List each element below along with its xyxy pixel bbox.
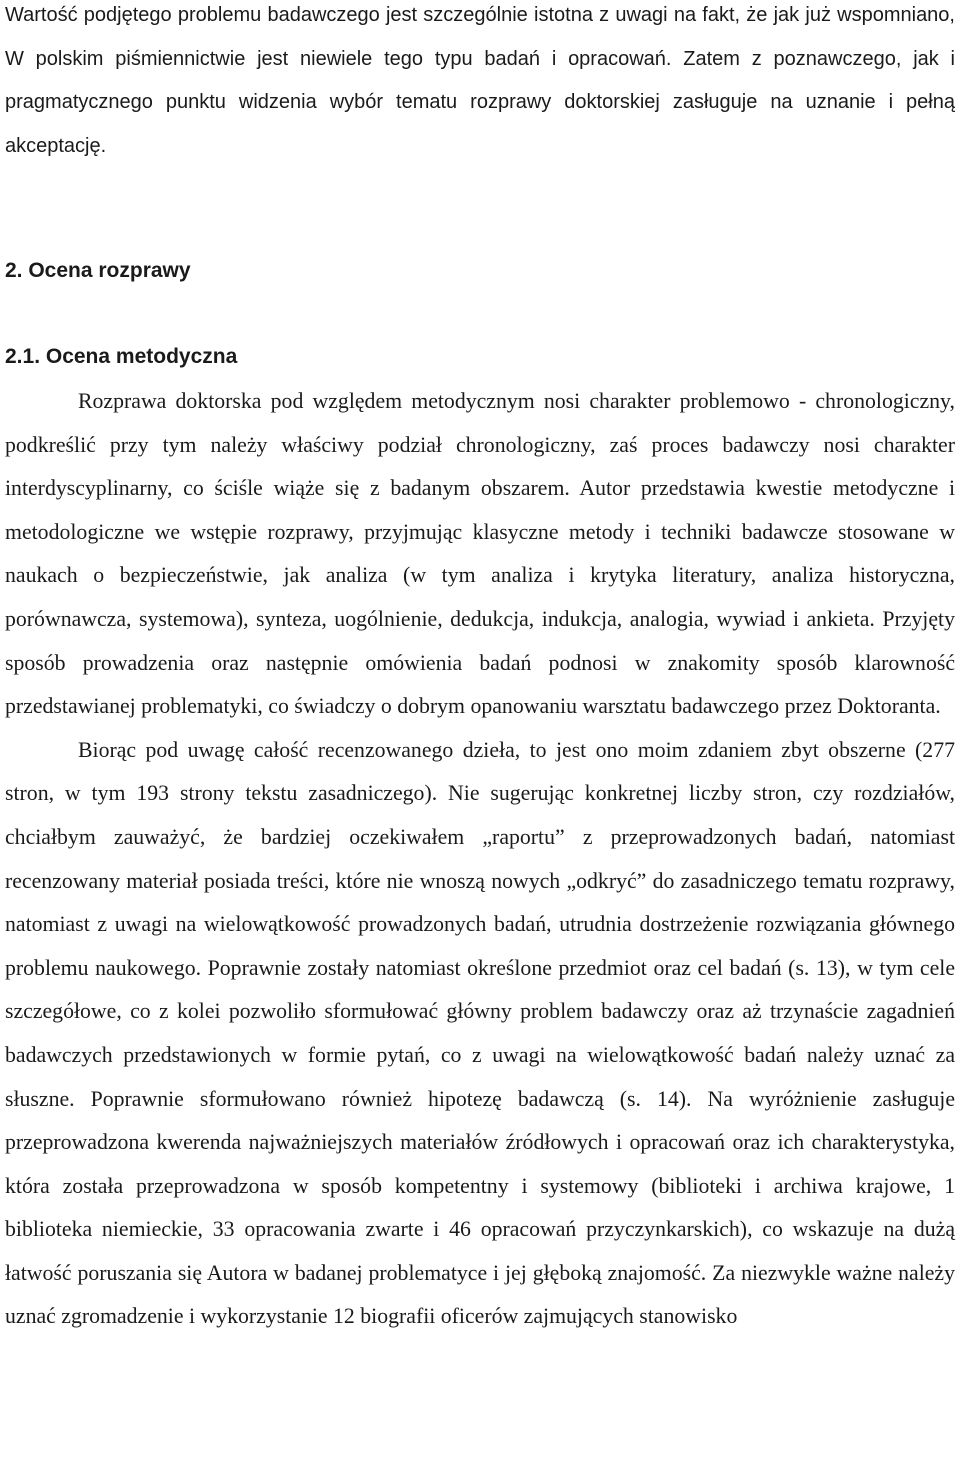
body-paragraph: Rozprawa doktorska pod względem metodycznym nosi charakter problemowo - chronologiczny, podkreślić przy tym należy właściwy podział chronologiczny, zaś proces badawczy nosi charakter interdyscyplinarny, co ściśle wiąże się z badanym obszarem. Autor przedstawia kwestie metodyczne i metodologiczne we wstępie rozprawy, przyjmując klasyczne metody i techniki badawcze stosowane w naukach o bezpieczeństwie, jak analiza (w tym analiza i krytyka literatury, analiza historyczna, porównawcza, systemowa), synteza, uogólnienie, dedukcja, indukcja, analogia, wywiad i ankieta. Przyjęty sposób prowadzenia oraz następnie omówienia badań podnosi w znakomity sposób klarowność przedstawianej problematyki, co świadczy o dobrym opanowaniu warsztatu badawczego przez Doktoranta. — [5, 389, 955, 719]
document-body — [5, 380, 955, 1339]
subsection-heading: 2.1. Ocena metodyczna — [5, 345, 238, 368]
intro-paragraph: Wartość podjętego problemu badawczego jest szczególnie istotna z uwagi na fakt, że jak już wspomniano, W polskim piśmiennictwie jest niewiele tego typu badań i opracowań. Zatem z poznawczego, jak i pragmatycznego punktu widzenia wybór tematu rozprawy doktorskiej zasługuje na uznanie i pełną akceptację. — [5, 4, 955, 157]
body-paragraph: Biorąc pod uwagę całość recenzowanego dzieła, to jest ono moim zdaniem zbyt obszerne (277 stron, w tym 193 strony tekstu zasadniczego). Nie sugerując konkretnej liczby stron, czy rozdziałów, chciałbym zauważyć, że bardziej oczekiwałem „raportu” z przeprowadzonych badań, natomiast recenzowany materiał posiada treści, które nie wnoszą nowych „odkryć” do zasadniczego tematu rozprawy, natomiast z uwagi na wielowątkowość prowadzonych badań, utrudnia dostrzeżenie rozwiązania głównego problemu naukowego. Poprawnie zostały natomiast określone przedmiot oraz cel badań (s. 13), w tym cele szczegółowe, co z kolei pozwoliło sformułować główny problem badawczy oraz aż trzynaście zagadnień badawczych przedstawionych w formie pytań, co z uwagi na wielowątkowość badań należy uznać za słuszne. Poprawnie sformułowano również hipotezę badawczą (s. 14). Na wyróżnienie zasługuje przeprowadzona kwerenda najważniejszych materiałów źródłowych i opracowań oraz ich charakterystyka, która została przeprowadzona w sposób kompetentny i systemowy (biblioteki i archiwa krajowe, 1 biblioteka niemieckie, 33 opracowania zwarte i 46 opracowań przyczynkarskich), co wskazuje na dużą łatwość poruszania się Autora w badanej problematyce i jej głęboką znajomość. Za niezwykle ważne należy uznać zgromadzenie i wykorzystanie 12 biografii oficerów zajmujących stanowisko — [5, 737, 955, 1329]
section-heading: 2. Ocena rozprawy — [5, 259, 191, 282]
